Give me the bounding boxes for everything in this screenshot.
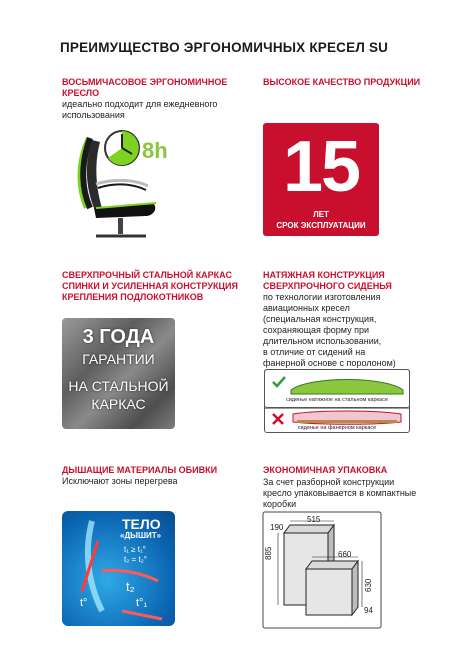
seat-desc-line: (специальная конструкция, [263, 314, 377, 324]
seat-desc-line: фанерной основе с поролоном) [263, 358, 396, 368]
eight-hours-label: 8h [142, 138, 168, 163]
cross-icon [271, 412, 285, 426]
seat-heading [263, 270, 392, 292]
caption-good: сиденье натяжное на стальном каркасе [286, 397, 388, 403]
caption-bad: сиденье на фанерном каркасе [297, 425, 377, 431]
seat-comparison-box [264, 369, 410, 433]
temp-label-t1: t°₁ [136, 597, 148, 609]
fifteen-number: 15 [282, 127, 360, 207]
packaging-heading: ЭКОНОМИЧНАЯ УПАКОВКА [263, 465, 388, 475]
breathing-body-badge [62, 511, 175, 626]
seat-description [263, 292, 396, 369]
temp-label-t: t° [80, 597, 88, 609]
steel-label: НА СТАЛЬНОЙ [68, 378, 169, 394]
dim-94: 94 [364, 606, 373, 615]
years-label: ЛЕТ [313, 210, 329, 219]
temp-label-t2: t₂ [126, 579, 135, 594]
seat-heading-line2: СВЕРХПРОЧНОГО СИДЕНЬЯ [263, 281, 392, 291]
packaging-desc-line2: кресло упаковывается в компактные [263, 488, 417, 498]
formula-1: t₁ ≥ t₁° [124, 545, 146, 554]
frame-label: КАРКАС [91, 396, 146, 412]
warranty-badge [62, 318, 175, 429]
frame-heading-line2: СПИНКИ И УСИЛЕННАЯ КОНСТРУКЦИЯ [62, 281, 238, 291]
fifteen-years-card [263, 123, 379, 236]
seat-desc-line: по технологии изготовления [263, 292, 381, 302]
seat-heading-line1: НАТЯЖНАЯ КОНСТРУКЦИЯ [263, 270, 385, 280]
breathable-description: Исключают зоны перегрева [62, 476, 178, 486]
seat-desc-line: длительном использовании, [263, 336, 382, 346]
dim-660: 660 [338, 550, 352, 559]
formula-2: t₂ = t₂° [124, 555, 147, 564]
divider [265, 408, 409, 409]
ergonomic-desc-line2: использования [62, 110, 125, 120]
packaging-desc-line3: коробки [263, 499, 297, 509]
quality-heading: ВЫСОКОЕ КАЧЕСТВО ПРОДУКЦИИ [263, 77, 421, 87]
seat-desc-line: сохраняющая форму при [263, 325, 370, 335]
clock-icon [102, 128, 142, 168]
page-title: ПРЕИМУЩЕСТВО ЭРГОНОМИЧНЫХ КРЕСЕЛ SU [60, 40, 389, 55]
ergonomic-heading-line2: КРЕСЛО [62, 88, 100, 98]
breathable-heading: ДЫШАЩИЕ МАТЕРИАЛЫ ОБИВКИ [62, 465, 218, 475]
packaging-description [263, 477, 418, 510]
warranty-label: ГАРАНТИИ [82, 351, 155, 367]
ergonomic-description [62, 99, 217, 121]
ergonomic-heading [62, 77, 227, 99]
dim-630: 630 [364, 578, 373, 592]
frame-heading [62, 270, 238, 303]
ergonomic-heading-line1: ВОСЬМИЧАСОВОЕ ЭРГОНОМИЧНОЕ [62, 77, 228, 87]
plywood-seat-shape [289, 410, 405, 426]
seat-desc-line: авиационных кресел [263, 303, 350, 313]
dim-885: 885 [264, 546, 273, 560]
warranty-years: 3 ГОДА [82, 326, 155, 348]
seat-desc-line: в отличие от сидений на [263, 347, 366, 357]
ergonomic-desc-line1: идеально подходит для ежедневного [62, 99, 218, 109]
frame-heading-line1: СВЕРХПРОЧНЫЙ СТАЛЬНОЙ КАРКАС [62, 270, 232, 280]
body-label: ТЕЛО [122, 516, 161, 532]
breathes-label: «ДЫШИТ» [120, 531, 162, 540]
dim-515: 515 [307, 515, 321, 524]
packaging-desc-line1: За счет разборной конструкции [263, 477, 395, 487]
dim-190: 190 [270, 523, 284, 532]
frame-heading-line3: КРЕПЛЕНИЯ ПОДЛОКОТНИКОВ [62, 292, 204, 302]
service-life-label: СРОК ЭКСПЛУАТАЦИИ [276, 221, 366, 230]
